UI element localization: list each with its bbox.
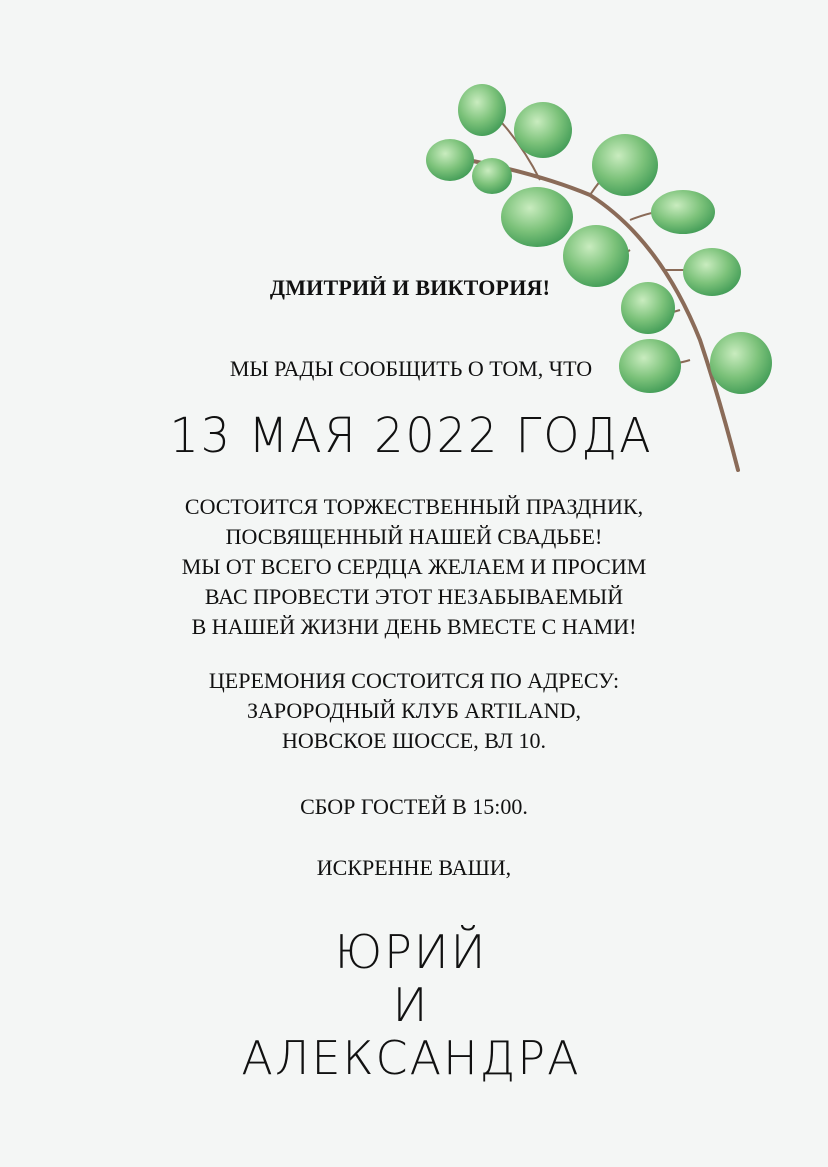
address-line: НОВСКОЕ ШОССЕ, ВЛ 10. <box>282 728 546 753</box>
message-line: В НАШЕЙ ЖИЗНИ ДЕНЬ ВМЕСТЕ С НАМИ! <box>191 614 637 639</box>
message-line: МЫ ОТ ВСЕГО СЕРДЦА ЖЕЛАЕМ И ПРОСИМ <box>181 554 647 579</box>
signature-line: ЮРИЙ <box>334 925 488 979</box>
gathering-time: СБОР ГОСТЕЙ В 15:00. <box>300 794 528 819</box>
signature-line: АЛЕКСАНДРА <box>241 1031 581 1085</box>
signature-line: И <box>392 978 430 1032</box>
greeting-line: ДМИТРИЙ И ВИКТОРИЯ! <box>269 275 551 300</box>
message-line: ВАС ПРОВЕСТИ ЭТОТ НЕЗАБЫВАЕМЫЙ <box>204 584 624 609</box>
closing-regards: ИСКРЕННЕ ВАШИ, <box>316 855 512 880</box>
address-line: ЗАРОРОДНЫЙ КЛУБ ARTILAND, <box>247 698 581 723</box>
intro-line: МЫ РАДЫ СООБЩИТЬ О ТОМ, ЧТО <box>229 356 593 381</box>
address-line: ЦЕРЕМОНИЯ СОСТОИТСЯ ПО АДРЕСУ: <box>208 668 620 693</box>
signature-names <box>0 926 822 1085</box>
message-line: ПОСВЯЩЕННЫЙ НАШЕЙ СВАДЬБЕ! <box>225 524 603 549</box>
invitation-message <box>0 492 828 642</box>
event-date: 13 МАЯ 2022 ГОДА <box>169 408 653 464</box>
ceremony-address <box>0 666 828 756</box>
message-line: СОСТОИТСЯ ТОРЖЕСТВЕННЫЙ ПРАЗДНИК, <box>184 494 644 519</box>
